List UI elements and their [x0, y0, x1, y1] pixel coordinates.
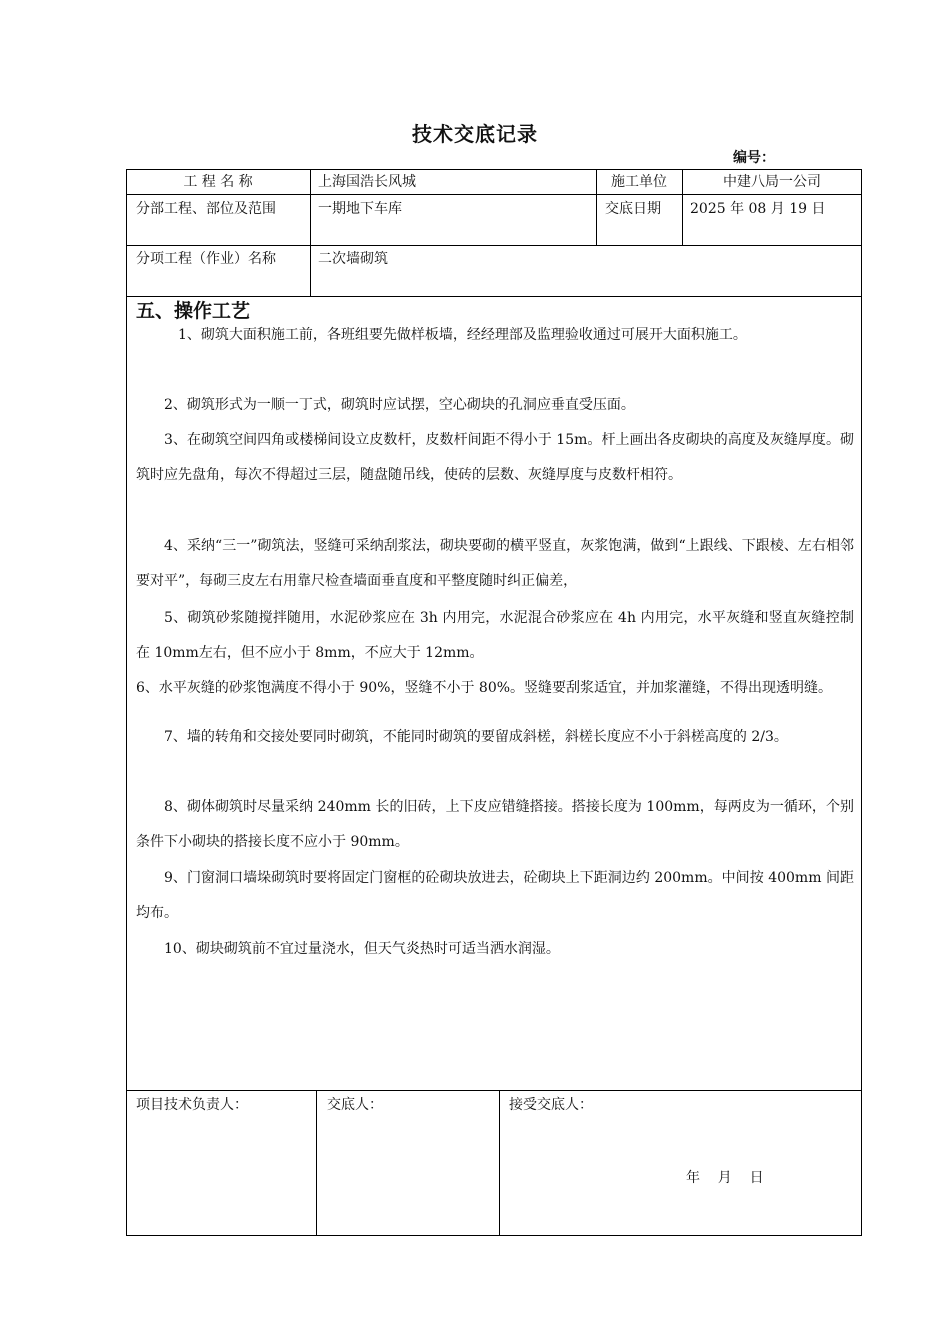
document-title: 技术交底记录 — [412, 122, 538, 146]
division-value: 一期地下车库 — [318, 201, 402, 217]
tech-lead-signature-label: 项目技术负责人： — [136, 1097, 248, 1113]
division-label: 分部工程、部位及范围 — [136, 201, 276, 217]
receiver-signature-label: 接受交底人： — [509, 1097, 593, 1113]
paragraph-1: 1、砌筑大面积施工前，各班组要先做样板墙，经经理部及监理验收通过可展开大面积施工。 — [178, 327, 747, 343]
paragraph-5: 5、砌筑砂浆随搅拌随用，水泥砂浆应在 3h 内用完，水泥混合砂浆应在 4h 内用完，水平灰缝和竖直灰缝控制在 10mm左右，但不应小于 8mm，不应大于 12mm。 — [136, 610, 854, 661]
row-divider — [126, 194, 862, 195]
row-divider — [126, 245, 862, 246]
paragraph-10: 10、砌块砌筑前不宜过量浇水，但天气炎热时可适当洒水润湿。 — [164, 941, 560, 957]
project-name-value: 上海国浩长风城 — [318, 174, 416, 190]
paragraph-6: 6、水平灰缝的砂浆饱满度不得小于 90%，竖缝不小于 80%。竖缝要刮浆适宜，并加浆灌缝，不得出现透明缝。 — [136, 680, 833, 696]
contractor-value: 中建八局一公司 — [723, 174, 821, 190]
date-value: 2025 年 08 月 19 日 — [690, 201, 826, 217]
subitem-value: 二次墙砌筑 — [318, 251, 388, 267]
column-divider — [310, 169, 311, 296]
column-divider — [316, 1090, 317, 1236]
subitem-label: 分项工程（作业）名称 — [136, 251, 276, 267]
signature-date: 年 月 日 — [686, 1170, 764, 1186]
paragraph-3: 3、在砌筑空间四角或楼梯间设立皮数杆，皮数杆间距不得小于 15m。杆上画出各皮砌块的高度及灰缝厚度。砌筑时应先盘角，每次不得超过三层，随盘随吊线，使砖的层数、灰缝厚度与皮数杆相符。 — [136, 432, 854, 483]
paragraph-2: 2、砌筑形式为一顺一丁式，砌筑时应试摆，空心砌块的孔洞应垂直受压面。 — [164, 397, 635, 413]
column-divider — [499, 1090, 500, 1236]
project-name-label: 工 程 名 称 — [183, 174, 253, 190]
paragraph-7: 7、墙的转角和交接处要同时砌筑，不能同时砌筑的要留成斜槎，斜槎长度应不小于斜槎高度的 2/3。 — [164, 729, 788, 745]
contractor-label: 施工单位 — [611, 174, 667, 190]
presenter-signature-label: 交底人： — [327, 1097, 383, 1113]
paragraph-8: 8、砌体砌筑时尽量采纳 240mm 长的旧砖，上下皮应错缝搭接。搭接长度为 100mm，每两皮为一循环，个别条件下小砌块的搭接长度不应小于 90mm。 — [136, 799, 854, 850]
date-label: 交底日期 — [605, 201, 661, 217]
row-divider — [126, 1090, 862, 1091]
serial-number-label: 编号： — [733, 150, 775, 166]
paragraph-9: 9、门窗洞口墙垛砌筑时要将固定门窗框的砼砌块放进去，砼砌块上下距洞边约 200mm。中间按 400mm 间距均布。 — [136, 870, 854, 921]
paragraph-4: 4、采纳“三一”砌筑法，竖缝可采纳刮浆法，砌块要砌的横平竖直，灰浆饱满，做到“上跟线、下跟棱、左右相邻要对平”，每砌三皮左右用靠尺检查墙面垂直度和平整度随时纠正偏差， — [136, 538, 854, 589]
section-title: 五、操作工艺 — [136, 300, 251, 322]
